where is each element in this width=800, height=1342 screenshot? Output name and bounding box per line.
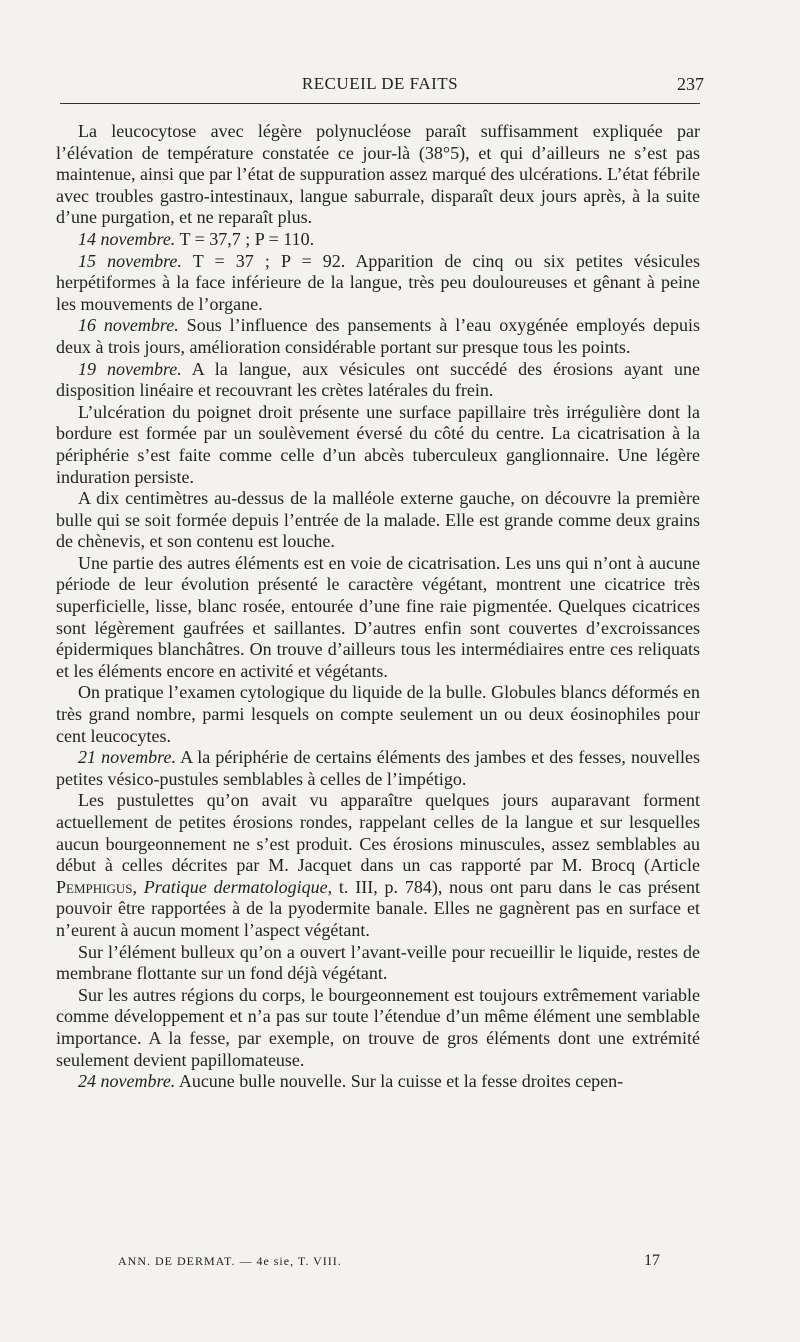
page-footer	[118, 1252, 660, 1269]
journal-reference: ANN. DE DERMAT. — 4e sie, T. VIII.	[118, 1254, 342, 1268]
paragraph: La leucocytose avec légère polynucléose paraît suffisamment expliquée par l’élévation de température constatée ce jour-là (38°5), et qui d’ailleurs ne s’est pas maintenue, ainsi que par l’état de suppuration assez marqué des ulcérations. L’état fébrile avec troubles gastro-intestinaux, langue saburrale, disparaît deux jours après, à la suite d’une purgation, et ne reparaît plus.	[56, 121, 700, 228]
entry-date: 21 novembre.	[78, 747, 176, 768]
entry-date: 19 novembre.	[78, 358, 182, 379]
page-number: 237	[677, 74, 704, 94]
entry-text: Sous l’influence des pansements à l’eau oxygénée employés depuis deux à trois jours, amélioration considérable portant sur presque tous les points.	[56, 315, 701, 357]
entry-date: 14 novembre.	[78, 228, 176, 249]
paragraph-dated	[56, 251, 700, 316]
paragraph-dated	[56, 315, 700, 358]
book-title: Pratique dermatologique,	[143, 876, 333, 897]
paragraph-dated	[56, 1071, 700, 1093]
paragraph	[56, 790, 700, 941]
entry-text: Aucune bulle nouvelle. Sur la cuisse et la fesse droites cepen-	[175, 1071, 624, 1092]
paragraph: Sur l’élément bulleux qu’on a ouvert l’avant-veille pour recueillir le liquide, restes de membrane flottante sur un fond déjà végétant.	[56, 941, 700, 984]
paragraph: Sur les autres régions du corps, le bourgeonnement est toujours extrêmement variable comme développement et n’a pas sur toute l’étendue d’un même élément une semblable importance. A la fesse, par exemple, on trouve de gros éléments dont une extrémité seulement devient papillomateuse.	[56, 984, 700, 1070]
paragraph: On pratique l’examen cytologique du liquide de la bulle. Globules blancs déformés en très grand nombre, parmi lesquels on compte seulement un ou deux éosinophiles pour cent leucocytes.	[56, 682, 700, 746]
paragraph: L’ulcération du poignet droit présente une surface papillaire très irrégulière dont la bordure est formée par un soulèvement éversé du côté du centre. La cicatrisation à la périphérie s’est faite comme celle d’un abcès tuberculeux ganglionnaire. Une légère induration persiste.	[56, 401, 700, 487]
paragraph-dated	[56, 747, 700, 790]
article-title: Pemphigus	[56, 876, 133, 897]
signature-mark: 17	[644, 1252, 660, 1269]
body-text	[56, 121, 700, 1093]
entry-date: 15 novembre.	[78, 250, 182, 271]
paragraph-part: ,	[132, 876, 144, 897]
entry-text: A la langue, aux vésicules ont succédé des érosions ayant une disposition linéaire et recouvrant les crètes latérales du frein.	[56, 358, 700, 401]
paragraph-part: t. III, p. 784), nous ont paru dans le cas présent pouvoir être rapportées à de la pyodermite banale. Elles ne gagnèrent pas en surface et n’eurent à aucun moment l’aspect végétant.	[56, 876, 700, 940]
entry-text: A la périphérie de certains éléments des jambes et des fesses, nouvelles petites vésico-pustules semblables à celles de l’impétigo.	[56, 747, 700, 789]
entry-date: 16 novembre.	[78, 315, 179, 336]
running-header	[60, 74, 704, 102]
paragraph-dated	[56, 359, 700, 402]
paragraph: Une partie des autres éléments est en voie de cicatrisation. Les uns qui n’ont à aucune période de leur évolution présenté le caractère végétant, montrent une cicatrice très superficielle, lisse, blanc rosée, entourée d’une fine raie pigmentée. Quelques cicatrices sont légèrement gaufrées et saillantes. D’autres enfin sont couvertes d’excroissances épidermiques blanchâtres. On trouve d’ailleurs tous les intermédiaires entre ces reliquats et les éléments encore en activité et végétants.	[56, 552, 700, 681]
entry-text: T = 37 ; P = 92. Apparition de cinq ou six petites vésicules herpétiformes à la face inférieure de la langue, très peu douloureuses et gênant à peine les mouvements de l’organe.	[56, 250, 700, 314]
paragraph: A dix centimètres au-dessus de la malléole externe gauche, on découvre la première bulle qui se soit formée depuis l’entrée de la malade. Elle est grande comme deux grains de chènevis, et son contenu est louche.	[56, 488, 700, 552]
paragraph-part: Les pustulettes qu’on avait vu apparaître quelques jours auparavant forment actuellement de petites érosions rondes, rappelant celles de la langue et sur lesquelles aucun bourgeonnement ne s’est produit. Ces érosions minuscules, assez semblables au début à celles décrites par M. Jacquet dans un cas rapporté par M. Brocq (Article	[56, 790, 700, 876]
header-rule	[60, 103, 700, 104]
entry-text: T = 37,7 ; P = 110.	[175, 228, 315, 249]
running-title: RECUEIL DE FAITS	[301, 74, 459, 93]
paragraph-dated	[56, 229, 700, 251]
entry-date: 24 novembre.	[78, 1071, 176, 1092]
